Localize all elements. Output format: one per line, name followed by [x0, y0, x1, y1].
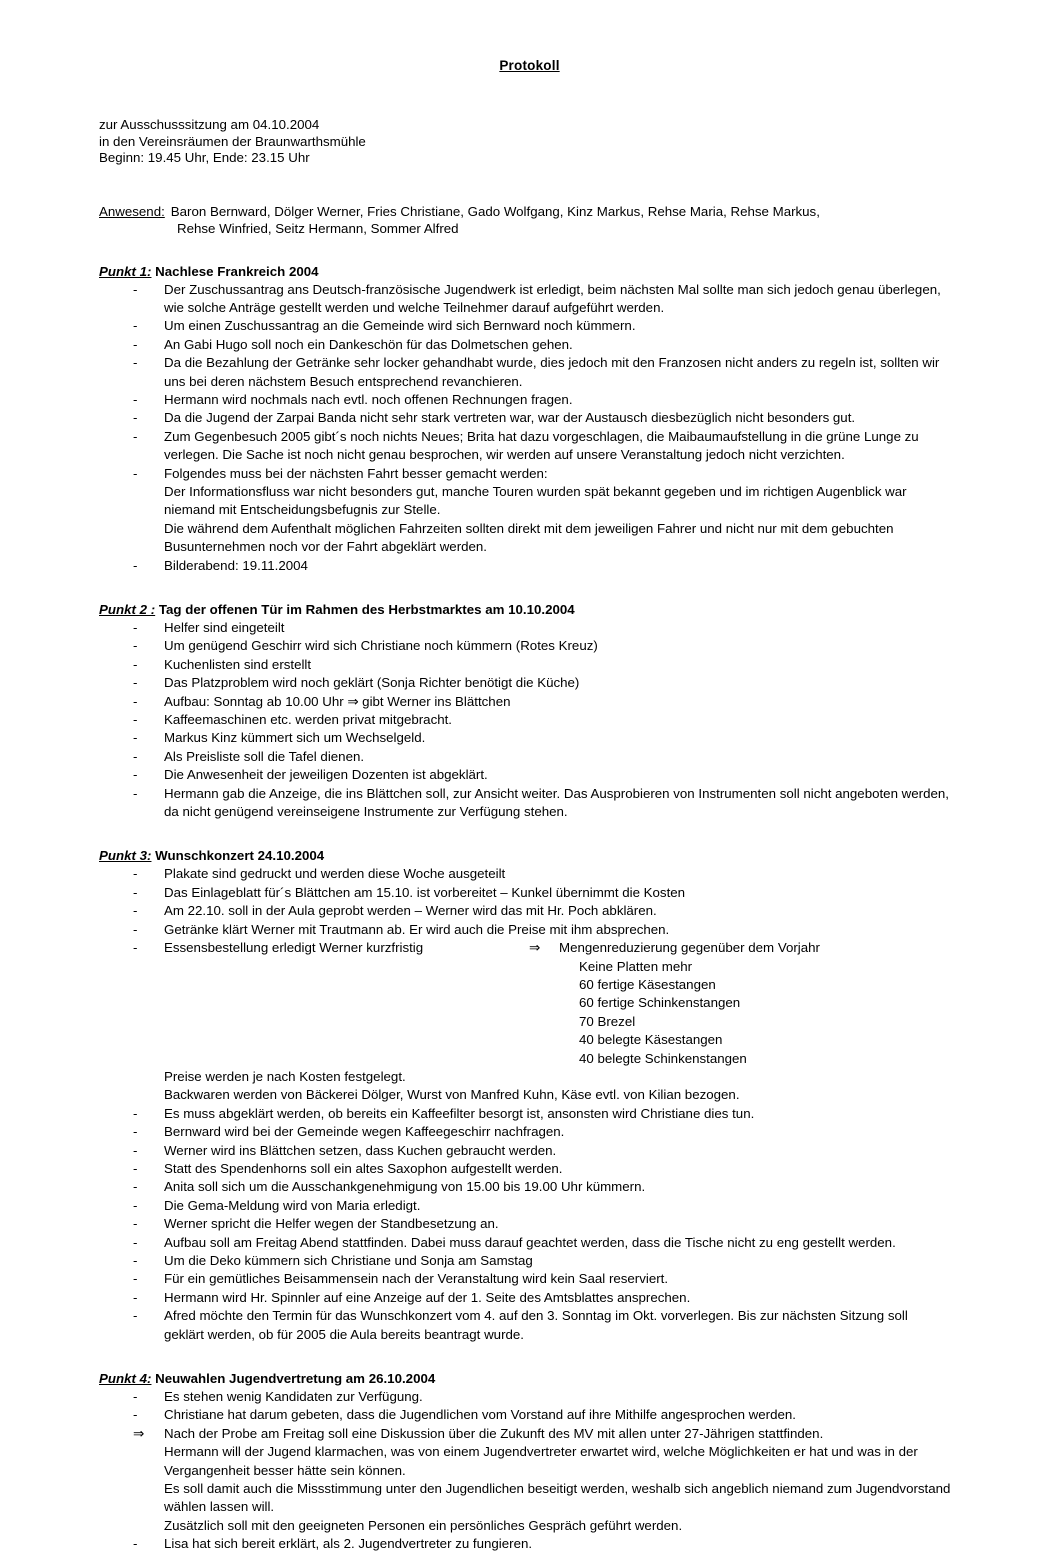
bullet-dash: -: [133, 1407, 138, 1423]
list-item: [99, 354, 1020, 391]
list-item: [99, 317, 1020, 335]
section-punkt-4: [99, 1370, 1020, 1554]
list-item: [99, 693, 1020, 711]
list-item: [99, 1535, 1020, 1553]
section-1-heading: [99, 263, 1020, 280]
food-order-item: 70 Brezel: [579, 1013, 636, 1029]
bullet-dash: -: [133, 1160, 138, 1176]
bullet-dash: -: [133, 410, 138, 426]
list-item: [99, 1178, 1020, 1196]
bullet-dash: -: [133, 1234, 138, 1250]
section-3-list-after-order: [99, 1105, 1020, 1344]
list-item-line: Anita soll sich um die Ausschankgenehmigung von 15.00 bis 19.00 Uhr kümmern.: [164, 1179, 646, 1195]
bullet-dash: -: [133, 884, 138, 900]
bullet-dash: -: [133, 767, 138, 783]
list-item-line: Kuchenlisten sind erstellt: [164, 656, 312, 672]
list-item-line: Es stehen wenig Kandidaten zur Verfügung.: [164, 1389, 423, 1405]
bullet-dash: -: [133, 1389, 138, 1405]
list-item-line: Werner wird ins Blättchen setzen, dass Kuchen gebraucht werden.: [164, 1142, 557, 1158]
list-item-line: Aufbau soll am Freitag Abend stattfinden. Dabei muss darauf geachtet werden, dass die Tische nicht zu eng gestellt werden.: [164, 1234, 896, 1250]
double-arrow-icon: ⇒: [133, 1425, 145, 1441]
list-item-line: Statt des Spendenhorns soll ein altes Saxophon aufgestellt werden.: [164, 1160, 563, 1176]
bullet-dash: -: [133, 465, 138, 481]
attendees-line-2: Rehse Winfried, Seitz Hermann, Sommer Alfred: [177, 220, 459, 236]
list-item-line: niemand mit Entscheidungsbefugnis zur Stelle.: [164, 502, 441, 518]
discussion-arrow-text: Nach der Probe am Freitag soll eine Diskussion über die Zukunft des MV mit allen unter 27-Jährigen stattfinden.: [164, 1425, 824, 1441]
list-item-line: Der Informationsfluss war nicht besonders gut, manche Touren wurden spät bekannt gegeben und im richtigen Augenblick war: [164, 483, 907, 499]
list-item: [99, 281, 1020, 318]
list-item: [99, 428, 1020, 465]
list-item: [99, 884, 1020, 902]
section-2-punkt-label: Punkt 2 :: [99, 602, 156, 617]
food-order-item: Keine Platten mehr: [579, 958, 693, 974]
bullet-dash: -: [133, 921, 138, 937]
list-item-line: Um einen Zuschussantrag an die Gemeinde wird sich Bernward noch kümmern.: [164, 318, 636, 334]
food-order-label: Essensbestellung erledigt Werner kurzfristig: [164, 940, 424, 956]
section-3-heading: [99, 847, 1020, 864]
list-item: [99, 409, 1020, 427]
list-item-line: geklärt werden, ob für 2005 die Aula bereits beantragt wurde.: [164, 1326, 524, 1342]
list-item-line: Der Zuschussantrag ans Deutsch-französische Jugendwerk ist erledigt, beim nächsten Mal sollte man sich jedoch genau überlegen,: [164, 281, 941, 297]
bullet-dash: -: [133, 1536, 138, 1552]
list-item: [99, 902, 1020, 920]
meta-line-1: zur Ausschusssitzung am 04.10.2004: [99, 117, 320, 132]
list-item-line: Für ein gemütliches Beisammensein nach der Veranstaltung wird kein Saal reserviert.: [164, 1271, 669, 1287]
list-item: [99, 1270, 1020, 1288]
section-1-punkt-label: Punkt 1:: [99, 263, 152, 279]
section-1-list: [99, 281, 1020, 576]
list-item-line: Bilderabend: 19.11.2004: [164, 557, 308, 573]
list-item: [99, 921, 1020, 939]
list-item-line: Hermann wird nochmals nach evtl. noch offenen Rechnungen fragen.: [164, 391, 573, 407]
list-item-line: Getränke klärt Werner mit Trautmann ab. Er wird auch die Preise mit ihm absprechen.: [164, 921, 670, 937]
bullet-dash: -: [133, 1253, 138, 1268]
bullet-dash: -: [133, 866, 138, 882]
section-3-punkt-label: Punkt 3:: [99, 848, 152, 864]
section-4-plain-line: Hermann will der Jugend klarmachen, was von einem Jugendvertreter erwartet wird, welche Möglichkeiten er hat und was in der: [164, 1444, 918, 1460]
section-4-plain-line: wählen lassen will.: [164, 1499, 275, 1515]
list-item-line: Christiane hat darum gebeten, dass die Jugendlichen vom Vorstand auf ihre Mithilfe angesprochen werden.: [164, 1407, 796, 1423]
bullet-dash: -: [133, 940, 138, 956]
section-4-list-head: [99, 1388, 1020, 1425]
list-item-line: Helfer sind eingeteilt: [164, 620, 285, 635]
food-order-item: 60 fertige Schinkenstangen: [579, 995, 741, 1011]
list-item: [99, 1123, 1020, 1141]
page-title: Protokoll: [499, 58, 560, 73]
bullet-dash: -: [133, 1197, 138, 1213]
discussion-arrow-line: [99, 1425, 1020, 1443]
list-item-line: wie solche Anträge gestellt werden und welche Teilnehmer darauf aufgeführt werden.: [164, 299, 665, 315]
bullet-dash: -: [133, 1308, 138, 1324]
list-item: [99, 748, 1020, 766]
list-item: [99, 619, 1020, 637]
section-4-heading: [99, 1370, 1020, 1387]
list-item: [99, 1252, 1020, 1270]
list-item: [99, 674, 1020, 692]
list-item: [99, 1215, 1020, 1233]
food-order-list: [99, 958, 1020, 1068]
list-item-line: Zum Gegenbesuch 2005 gibt´s noch nichts Neues; Brita hat dazu vorgeschlagen, die Maibaumaufstellung in die grüne Lunge zu: [164, 428, 919, 444]
bullet-dash: -: [133, 428, 138, 444]
meeting-meta: [99, 117, 1020, 167]
list-item: [99, 1197, 1020, 1215]
list-item: [99, 766, 1020, 784]
list-item-line: Kaffeemaschinen etc. werden privat mitgebracht.: [164, 712, 453, 728]
section-4-list-tail: [99, 1535, 1020, 1553]
bullet-dash: -: [133, 281, 138, 297]
list-item: [99, 656, 1020, 674]
meta-line-3: Beginn: 19.45 Uhr, Ende: 23.15 Uhr: [99, 150, 310, 165]
section-2-list: [99, 619, 1020, 821]
bullet-dash: -: [133, 656, 138, 672]
list-item-line: Bernward wird bei der Gemeinde wegen Kaffeegeschirr nachfragen.: [164, 1124, 565, 1140]
bullet-dash: -: [133, 355, 138, 371]
list-item: [99, 785, 1020, 822]
list-item-line: verlegen. Die Sache ist noch nicht genau besprochen, wir werden auf unsere Veranstaltung jedoch nicht verzichten.: [164, 447, 845, 463]
list-item: [99, 1289, 1020, 1307]
food-order-item: 60 fertige Käsestangen: [579, 976, 716, 992]
bullet-dash: -: [133, 730, 138, 746]
list-item-line: Da die Jugend der Zarpai Banda nicht sehr stark vertreten war, war der Austausch diesbezüglich nicht besonders gut.: [164, 410, 856, 426]
list-item-line: Die Gema-Meldung wird von Maria erledigt.: [164, 1197, 421, 1213]
attendees-label: Anwesend:: [99, 203, 165, 219]
list-item: [99, 1307, 1020, 1344]
list-item-line: Hermann gab die Anzeige, die ins Blättchen soll, zur Ansicht weiter. Das Ausprobieren von Instrumenten soll nicht angeboten werden,: [164, 785, 949, 801]
food-order-item: 40 belegte Schinkenstangen: [579, 1050, 747, 1066]
list-item: [99, 1388, 1020, 1406]
list-item: [99, 865, 1020, 883]
list-item: [99, 336, 1020, 354]
double-arrow-icon: ⇒: [529, 940, 541, 956]
list-item-line: Aufbau: Sonntag ab 10.00 Uhr ⇒ gibt Werner ins Blättchen: [164, 693, 511, 709]
list-item: [99, 637, 1020, 655]
bullet-dash: -: [133, 1216, 138, 1232]
bullet-dash: -: [133, 638, 138, 654]
list-item: [99, 1406, 1020, 1424]
food-order-heading: Mengenreduzierung gegenüber dem Vorjahr: [559, 940, 820, 956]
section-4-punkt-label: Punkt 4:: [99, 1371, 152, 1387]
section-punkt-2: [99, 601, 1020, 821]
meta-line-2: in den Vereinsräumen der Braunwarthsmühle: [99, 133, 366, 149]
bullet-dash: -: [133, 1142, 138, 1158]
section-4-plain-line: Es soll damit auch die Missstimmung unter den Jugendlichen beseitigt werden, weshalb sich angeblich niemand zum Jugendvorstand: [164, 1481, 951, 1497]
list-item-line: Werner spricht die Helfer wegen der Standbesetzung an.: [164, 1216, 499, 1232]
list-item: [99, 391, 1020, 409]
bullet-dash: -: [133, 1124, 138, 1140]
section-punkt-1: [99, 263, 1020, 576]
list-item-line: Um die Deko kümmern sich Christiane und Sonja am Samstag: [164, 1253, 533, 1268]
list-item: [99, 1234, 1020, 1252]
bullet-dash: -: [133, 1271, 138, 1287]
list-item-line: da nicht genügend vereinseigene Instrumente zur Verfügung stehen.: [164, 804, 568, 820]
bullet-dash: -: [133, 785, 138, 801]
list-item: [99, 729, 1020, 747]
list-item: [99, 1105, 1020, 1123]
bullet-dash: -: [133, 748, 138, 764]
list-item-line: Da die Bezahlung der Getränke sehr locker gehandhabt wurde, dies jedoch mit den Franzosen nicht anders zu regeln ist, sollten wir: [164, 355, 940, 371]
bullet-dash: -: [133, 903, 138, 919]
bullet-dash: -: [133, 1105, 138, 1121]
list-item-line: An Gabi Hugo soll noch ein Dankeschön für das Dolmetschen gehen.: [164, 336, 573, 352]
bullet-dash: -: [133, 675, 138, 691]
list-item-line: Hermann wird Hr. Spinnler auf eine Anzeige auf der 1. Seite des Amtsblattes ansprechen.: [164, 1289, 691, 1305]
list-item-line: Um genügend Geschirr wird sich Christiane noch kümmern (Rotes Kreuz): [164, 638, 598, 654]
section-4-plain-line: Vergangenheit besser hätte sein können.: [164, 1462, 406, 1478]
section-4-title: Neuwahlen Jugendvertretung am 26.10.2004: [155, 1371, 436, 1387]
bullet-dash: -: [133, 336, 138, 352]
section-4-plain-line: Zusätzlich soll mit den geeigneten Personen ein persönliches Gespräch geführt werden.: [164, 1517, 683, 1533]
list-item-line: Plakate sind gedruckt und werden diese Woche ausgeteilt: [164, 866, 506, 882]
list-item-line: Als Preisliste soll die Tafel dienen.: [164, 748, 365, 764]
section-2-title: Tag der offenen Tür im Rahmen des Herbstmarktes am 10.10.2004: [158, 602, 575, 617]
section-punkt-3: [99, 847, 1020, 1344]
food-order-item: 40 belegte Käsestangen: [579, 1032, 723, 1048]
list-item: [99, 1160, 1020, 1178]
attendees-line-1: Baron Bernward, Dölger Werner, Fries Christiane, Gado Wolfgang, Kinz Markus, Rehse Maria, Rehse Markus,: [170, 203, 820, 219]
list-item-line: Das Platzproblem wird noch geklärt (Sonja Richter benötigt die Küche): [164, 675, 580, 691]
list-item-line: Busunternehmen noch vor der Fahrt abgeklärt werden.: [164, 539, 488, 555]
bullet-dash: -: [133, 1179, 138, 1195]
list-item-line: Die Anwesenheit der jeweiligen Dozenten ist abgeklärt.: [164, 767, 488, 783]
list-item-line: Am 22.10. soll in der Aula geprobt werden – Werner wird das mit Hr. Poch abklären.: [164, 903, 657, 919]
section-3-list-before-order: [99, 865, 1020, 939]
list-item-line: Afred möchte den Termin für das Wunschkonzert vom 4. auf den 3. Sonntag im Okt. vorverlegen. Bis zur nächsten Sitzung soll: [164, 1308, 908, 1324]
list-item-line: Es muss abgeklärt werden, ob bereits ein Kaffeefilter besorgt ist, ansonsten wird Christiane dies tun.: [164, 1105, 755, 1121]
bullet-dash: -: [133, 318, 138, 334]
list-item-line: Das Einlageblatt für´s Blättchen am 15.10. ist vorbereitet – Kunkel übernimmt die Kosten: [164, 884, 686, 900]
price-note-line: Preise werden je nach Kosten festgelegt.: [164, 1068, 406, 1084]
list-item-line: Markus Kinz kümmert sich um Wechselgeld.: [164, 730, 426, 746]
list-item: [99, 1142, 1020, 1160]
bullet-dash: -: [133, 391, 138, 407]
list-item: [99, 557, 1020, 575]
bullet-dash: -: [133, 693, 138, 709]
section-2-heading: [99, 601, 1020, 618]
list-item-line: Lisa hat sich bereit erklärt, als 2. Jugendvertreter zu fungieren.: [164, 1536, 533, 1552]
attendees-block: [99, 203, 1020, 237]
section-3-title: Wunschkonzert 24.10.2004: [155, 848, 325, 864]
bullet-dash: -: [133, 1289, 138, 1305]
list-item-line: Folgendes muss bei der nächsten Fahrt besser gemacht werden:: [164, 465, 548, 481]
list-item: [99, 465, 1020, 557]
bakery-note-line: Backwaren werden von Bäckerei Dölger, Wurst von Manfred Kuhn, Käse evtl. von Kilian bezogen.: [164, 1087, 740, 1103]
section-1-title: Nachlese Frankreich 2004: [155, 263, 319, 279]
bullet-dash: -: [133, 712, 138, 728]
food-order-row: [99, 939, 1020, 957]
bullet-dash: -: [133, 557, 138, 573]
list-item-line: uns bei deren nächstem Besuch entsprechend revanchieren.: [164, 373, 523, 389]
list-item: [99, 711, 1020, 729]
bullet-dash: -: [133, 620, 138, 635]
list-item-line: Die während dem Aufenthalt möglichen Fahrzeiten sollten direkt mit dem jeweiligen Fahrer und nicht nur mit dem gebuchten: [164, 520, 894, 536]
